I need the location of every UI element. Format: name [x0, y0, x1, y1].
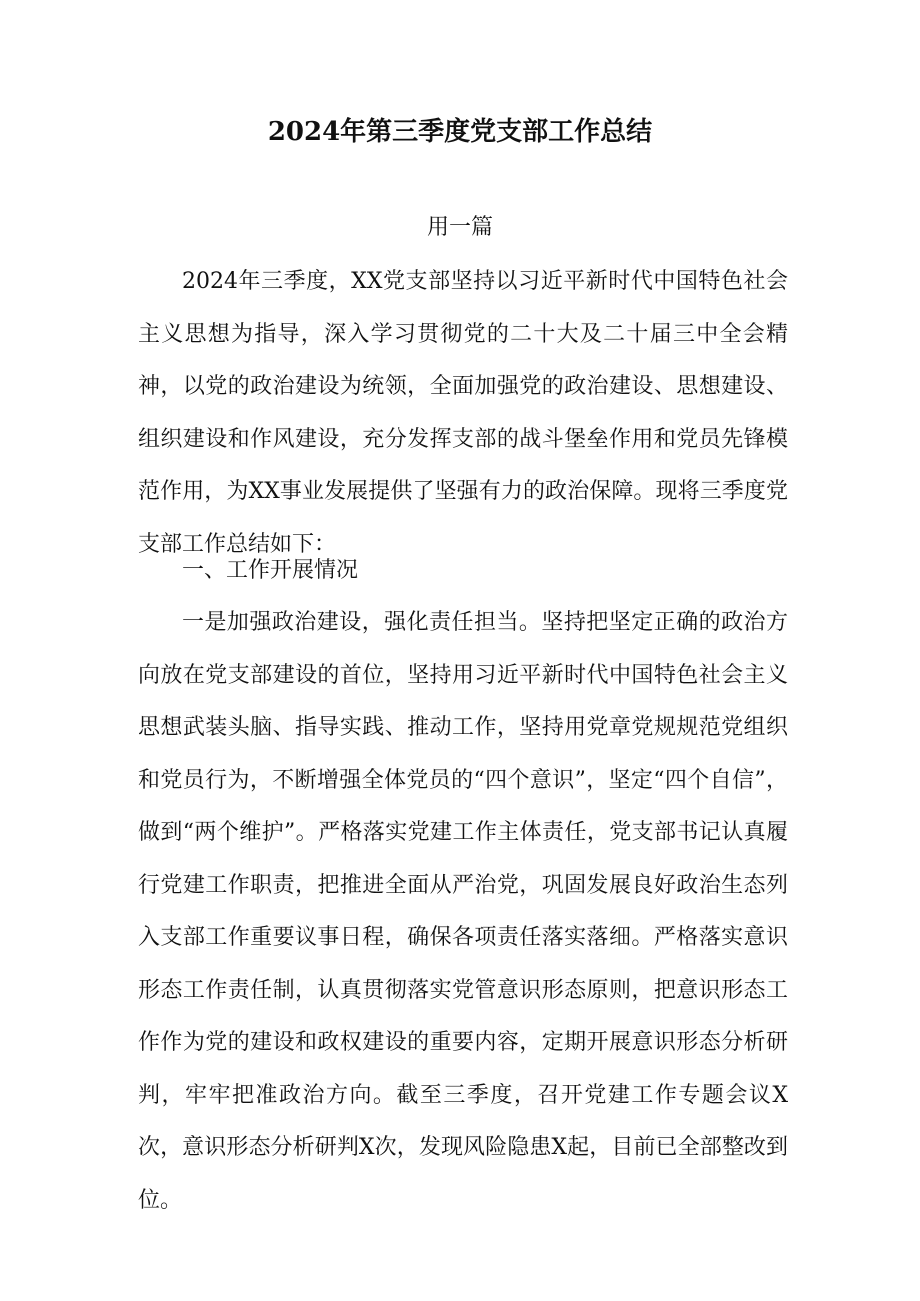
- paragraph-political-building: 一是加强政治建设，强化责任担当。坚持把坚定正确的政治方向放在党支部建设的首位，坚持用习近平新时代中国特色社会主义思想武装头脑、指导实践、推动工作，坚持用党章党规规范党组织和党员行为，不断增强全体党员的“四个意识”，坚定“四个自信”，做到“两个维护”。严格落实党建工作主体责任，党支部书记认真履行党建工作职责，把推进全面从严治党，巩固发展良好政治生态列入支部工作重要议事日程，确保各项责任落实落细。严格落实意识形态工作责任制，认真贯彻落实党管意识形态原则，把意识形态工作作为党的建设和政权建设的重要内容，定期开展意识形态分析研判，牢牢把准政治方向。截至三季度，召开党建工作专题会议X次，意识形态分析研判X次，发现风险隐患X起，目前已全部整改到位。: [138, 610, 788, 1213]
- document-subtitle: 用一篇: [426, 215, 493, 240]
- document-title: 2024年第三季度党支部工作总结: [267, 117, 653, 147]
- section-heading: 一、工作开展情况: [182, 558, 359, 583]
- paragraph-intro: 2024年三季度，XX党支部坚持以习近平新时代中国特色社会主义思想为指导，深入学习贯彻党的二十大及二十届三中全会精神，以党的政治建设为统领，全面加强党的政治建设、思想建设、组织建设和作风建设，充分发挥支部的战斗堡垒作用和党员先锋模范作用，为XX事业发展提供了坚强有力的政治保障。现将三季度党支部工作总结如下：: [138, 269, 788, 557]
